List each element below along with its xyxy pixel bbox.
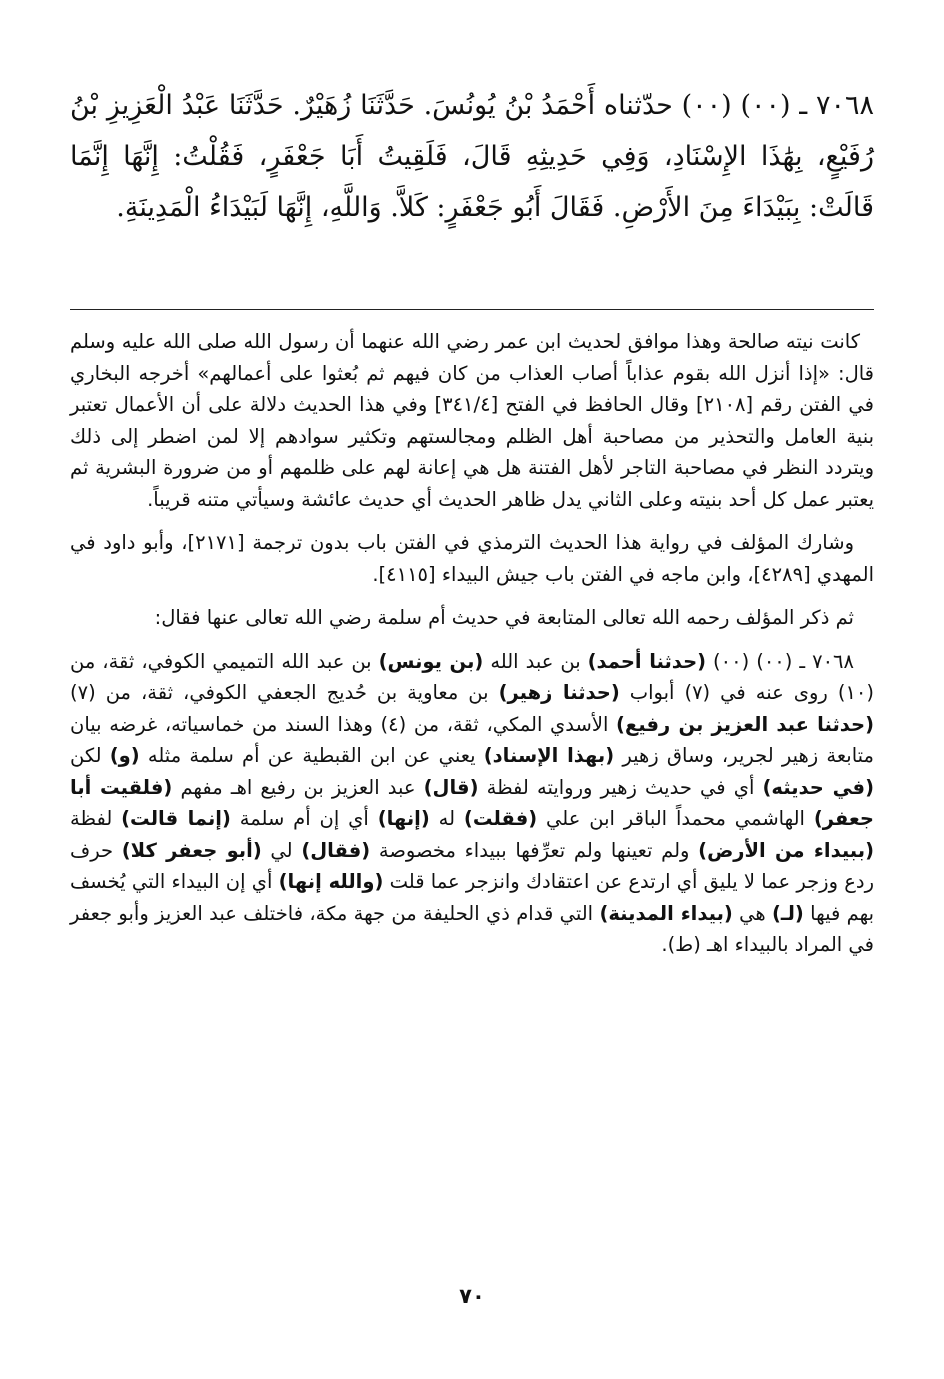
hadith-quote: (حدثنا زهير) [498, 681, 620, 704]
commentary-paragraph-4 [70, 646, 874, 961]
sanad-text: لفظة [70, 807, 122, 830]
sanad-text: بن عبد الله [483, 649, 588, 673]
commentary-paragraph-3: ثم ذكر المؤلف رحمه الله تعالى المتابعة في حديث أم سلمة رضي الله تعالى عنها فقال: [154, 606, 854, 629]
hadith-quote: (فقال) [301, 838, 371, 862]
sanad-text: عبد العزيز بن رفيع اهـ مفهم [172, 775, 424, 799]
page-number: ٧٠ [459, 1284, 485, 1308]
hadith-quote: (حدثنا أحمد) [587, 649, 707, 673]
commentary-paragraph-2: وشارك المؤلف في رواية هذا الحديث الترمذي في الفتن باب بدون ترجمة [٢١٧١]، وأبو داود في المهدي [٤٢٨٩]، وابن ماجه في الفتن باب جيش البيداء [٤١١٥]. [70, 531, 874, 586]
hadith-quote: (بهذا الإسناد) [483, 744, 615, 767]
sanad-text: يعني عن ابن القبطية عن أم سلمة مثله [139, 744, 484, 767]
hadith-quote: (فقلت) [463, 807, 538, 830]
hadith-quote: (فلقيت أبا جعفر) [70, 775, 874, 830]
commentary-section [70, 326, 874, 973]
sanad-text: أي في حديث زهير وروايته لفظة [478, 775, 763, 799]
sanad-text: لكن [70, 744, 110, 767]
sanad-text: التي قدام ذي الحليفة من جهة مكة، فاختلف عبد العزيز وأبو جعفر في المراد بالبيداء اهـ (ط). [70, 901, 874, 956]
hadith-quote: (والله إنها) [278, 870, 384, 893]
sanad-text: ولم تعينها ولم تعرِّفها ببيداء مخصوصة [370, 838, 699, 862]
footnote-separator [70, 309, 874, 310]
sanad-text: الأسدي المكي، ثقة، من (٤) وهذا السند من خماسياته، غرضه بيان متابعة زهير لجرير، وساق زهير [70, 712, 874, 767]
sanad-text: الهاشمي محمداً الباقر ابن علي [537, 807, 814, 830]
hadith-quote: (قال) [423, 775, 479, 799]
book-page [70, 0, 874, 1379]
commentary-paragraph-1: كانت نيته صالحة وهذا موافق لحديث ابن عمر رضي الله عنهما أن رسول الله صلى الله عليه وسلم قال: «إذا أنزل الله بقوم عذاباً أصاب العذاب من كان فيهم ثم بُعثوا على أعمالهم» أخرجه البخاري في الفتن رقم [٢١٠٨] وقال الحافظ في الفتح [٣٤١/٤] وفي هذا الحديث دلالة على أن الأعمال تعتبر بنية العامل والتحذير من مصاحبة أهل الظلم ومجالستهم وتكثير سوادهم إلا لمن اضطر إلى ذلك ويتردد النظر في مصاحبة التاجر لأهل الفتنة هل هي إعانة لهم على ظلمهم أو من ضرورة البشرية ثم يعتبر عمل كل أحد بنيته وعلى الثاني يدل ظاهر الحديث أي حديث عائشة وسيأتي متنه قريباً. [70, 330, 874, 511]
sanad-text: حرف ردع وزجر عما لا يليق أي ارتدع عن اعتقادك وانزجر عما قلت [70, 838, 874, 893]
sanad-text: بن عبد الله التميمي الكوفي، ثقة، من (١٠) روى عنه في (٧) أبواب [70, 649, 874, 704]
sanad-text: لي [261, 838, 302, 862]
hadith-quote: (ببيداء من الأرض) [698, 838, 874, 862]
sanad-text: بن معاوية بن حُديج الجعفي الكوفي، ثقة، من (٧) [70, 681, 499, 704]
hadith-quote: (و) [109, 744, 140, 767]
hadith-text: ٧٠٦٨ ـ (٠٠) (٠٠) حدّثناه أَحْمَدُ بْنُ يُونُسَ. حَدَّثَنَا زُهَيْرٌ. حَدَّثَنَا عَبْدُ الْعَزِيزِ بْنُ رُفَيْعٍ، بِهَٰذَا الإِسْنَادِ، وَفِي حَدِيثِهِ قَالَ، فَلَقِيتُ أَبَا جَعْفَرٍ، فَقُلْتُ: إِنَّهَا إِنَّمَا قَالَتْ: بِبَيْدَاءَ مِنَ الأَرْضِ. فَقَالَ أَبُو جَعْفَرٍ: كَلاَّ. وَاللَّهِ، إِنَّهَا لَبَيْدَاءُ الْمَدِينَةِ. [70, 90, 875, 223]
hadith-quote: (لـ) [772, 901, 804, 925]
sanad-text: ٧٠٦٨ ـ (٠٠) (٠٠) [706, 649, 855, 673]
hadith-quote: (بن يونس) [378, 649, 484, 673]
hadith-quote: (بيداء المدينة) [599, 901, 733, 925]
hadith-quote: (إنما قالت) [121, 807, 231, 830]
sanad-text: هي [732, 901, 773, 925]
hadith-quote: (إنها) [377, 807, 430, 830]
sanad-text: أي إن البيداء التي يُخسف بهم فيها [70, 870, 874, 925]
hadith-quote: (في حديثه) [762, 775, 874, 799]
sanad-text: له [429, 807, 464, 830]
hadith-quote: (حدثنا عبد العزيز بن رفيع) [616, 712, 874, 736]
hadith-quote: (أبو جعفر كلا) [121, 838, 262, 862]
sanad-text: أي إن أم سلمة [230, 807, 378, 830]
